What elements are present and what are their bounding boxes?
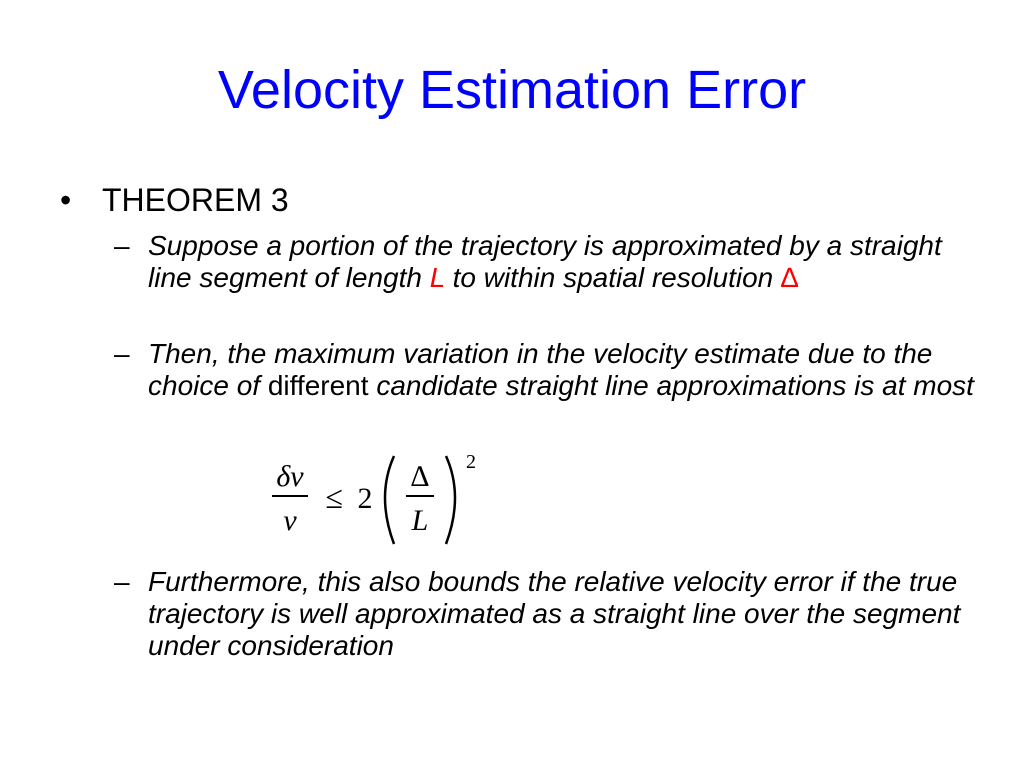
dash-marker: – (114, 230, 130, 261)
velocity-error-formula (270, 446, 490, 554)
sub-item-conclusion (114, 338, 974, 402)
formula-left-paren (385, 456, 394, 544)
sub-item-supposition (114, 230, 974, 294)
formula-inner-numerator: ∆ (410, 460, 430, 493)
sub-item-text (148, 338, 974, 402)
formula-numerator: δv (276, 460, 304, 493)
sub-item-text (148, 230, 974, 294)
supposition-text-1: Suppose a portion of the trajectory is approximated by a straight line segment of length (148, 230, 942, 293)
conclusion-text-1: Then, the maximum variation in the velocity estimate due to the choice of (148, 338, 933, 401)
bullet-theorem (60, 180, 289, 220)
conclusion-text-3: candidate straight line approximations is at most (376, 370, 974, 401)
delta-symbol: ∆ (781, 262, 799, 293)
conclusion-text-2: different (260, 370, 377, 401)
bullet-label: THEOREM 3 (102, 182, 289, 218)
dash-marker: – (114, 338, 130, 369)
furthermore-text: Furthermore, this also bounds the relative velocity error if the true trajectory is well approximated as a straight line over the segment under consideration (148, 566, 961, 661)
formula-denominator: v (283, 504, 297, 537)
supposition-text-2: to within spatial resolution (444, 262, 782, 293)
dash-marker: – (114, 566, 130, 597)
sub-item-furthermore (114, 566, 974, 662)
bullet-marker: • (60, 182, 72, 218)
formula-right-paren (446, 456, 455, 544)
length-symbol: L (429, 262, 445, 293)
slide-title: Velocity Estimation Error (217, 60, 807, 120)
formula-leq: ≤ (325, 479, 343, 515)
formula-coefficient: 2 (357, 482, 373, 515)
formula-inner-denominator: L (411, 504, 429, 537)
formula-exponent: 2 (466, 451, 476, 473)
